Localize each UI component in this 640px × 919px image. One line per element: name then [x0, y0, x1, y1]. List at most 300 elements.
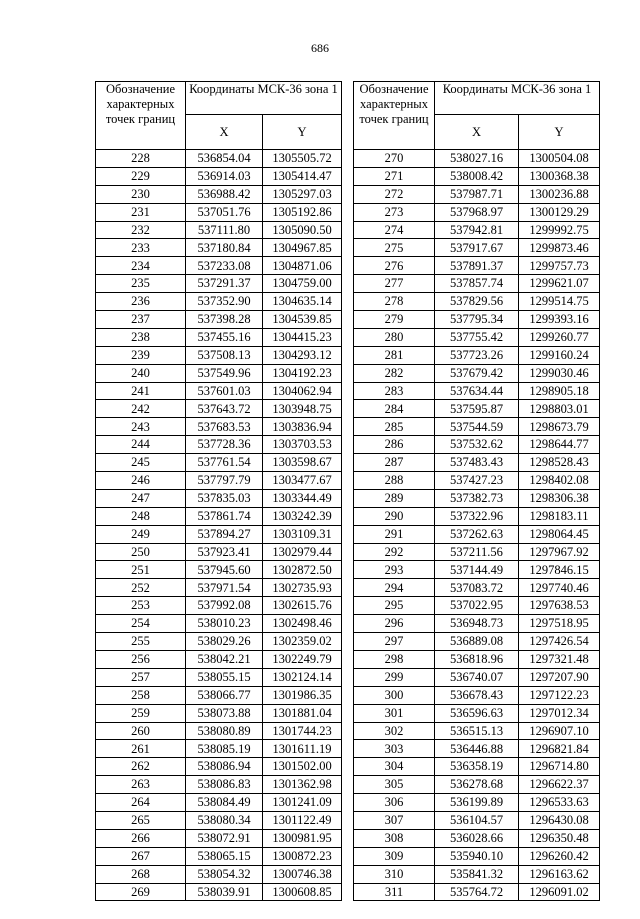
x-coordinate-cell: 537427.23	[435, 472, 519, 490]
x-coordinate-cell: 537894.27	[186, 525, 263, 543]
point-number-cell: 246	[96, 472, 186, 490]
point-number-cell: 298	[354, 650, 435, 668]
x-coordinate-cell: 537795.34	[435, 311, 519, 329]
x-coordinate-cell: 537861.74	[186, 507, 263, 525]
y-coordinate-cell: 1304062.94	[263, 382, 342, 400]
table-row	[96, 579, 342, 597]
x-coordinate-cell: 537111.80	[186, 221, 263, 239]
y-coordinate-cell: 1297846.15	[519, 561, 600, 579]
y-coordinate-cell: 1298905.18	[519, 382, 600, 400]
table-row	[354, 794, 600, 812]
x-coordinate-cell: 537262.63	[435, 525, 519, 543]
x-coordinate-cell: 537971.54	[186, 579, 263, 597]
table-row	[96, 650, 342, 668]
y-coordinate-cell: 1301122.49	[263, 811, 342, 829]
table-row	[354, 579, 600, 597]
point-number-cell: 296	[354, 615, 435, 633]
table-row	[354, 776, 600, 794]
point-number-cell: 269	[96, 883, 186, 901]
point-number-cell: 289	[354, 489, 435, 507]
x-coordinate-cell: 538055.15	[186, 668, 263, 686]
y-coordinate-cell: 1302872.50	[263, 561, 342, 579]
y-coordinate-cell: 1303242.39	[263, 507, 342, 525]
table-row	[354, 722, 600, 740]
x-coordinate-cell: 536515.13	[435, 722, 519, 740]
y-coordinate-cell: 1299160.24	[519, 346, 600, 364]
x-coordinate-cell: 537835.03	[186, 489, 263, 507]
table-row	[354, 328, 600, 346]
table-row	[96, 489, 342, 507]
y-coordinate-cell: 1302359.02	[263, 633, 342, 651]
y-coordinate-cell: 1296622.37	[519, 776, 600, 794]
point-number-cell: 288	[354, 472, 435, 490]
point-number-cell: 301	[354, 704, 435, 722]
table-row	[354, 704, 600, 722]
point-number-cell: 240	[96, 364, 186, 382]
y-coordinate-cell: 1299873.46	[519, 239, 600, 257]
x-coordinate-cell: 536948.73	[435, 615, 519, 633]
point-number-cell: 235	[96, 275, 186, 293]
table-row	[96, 257, 342, 275]
table-row	[354, 489, 600, 507]
table-row	[96, 221, 342, 239]
x-coordinate-cell: 537601.03	[186, 382, 263, 400]
table-row	[96, 418, 342, 436]
table-row	[96, 686, 342, 704]
point-number-cell: 280	[354, 328, 435, 346]
x-coordinate-cell: 537917.67	[435, 239, 519, 257]
x-coordinate-cell: 537352.90	[186, 293, 263, 311]
x-coordinate-cell: 537683.53	[186, 418, 263, 436]
point-number-cell: 232	[96, 221, 186, 239]
y-coordinate-cell: 1299992.75	[519, 221, 600, 239]
x-coordinate-cell: 538008.42	[435, 167, 519, 185]
table-row	[354, 221, 600, 239]
point-number-cell: 261	[96, 740, 186, 758]
point-number-cell: 292	[354, 543, 435, 561]
table-row	[354, 561, 600, 579]
table-row	[96, 704, 342, 722]
point-number-cell: 259	[96, 704, 186, 722]
x-coordinate-cell: 538072.91	[186, 829, 263, 847]
y-coordinate-cell: 1298306.38	[519, 489, 600, 507]
point-number-cell: 230	[96, 185, 186, 203]
table-row	[96, 525, 342, 543]
table-row	[354, 436, 600, 454]
y-coordinate-cell: 1296821.84	[519, 740, 600, 758]
point-label-header: Обозначение характерных точек границ	[96, 82, 186, 150]
x-coordinate-cell: 536446.88	[435, 740, 519, 758]
coordinates-table-right	[353, 81, 600, 901]
table-row	[96, 203, 342, 221]
table-row	[96, 364, 342, 382]
table-row	[354, 275, 600, 293]
x-coordinate-cell: 538029.26	[186, 633, 263, 651]
y-coordinate-cell: 1305192.86	[263, 203, 342, 221]
y-coordinate-cell: 1296091.02	[519, 883, 600, 901]
table-row	[354, 150, 600, 168]
table-row	[354, 650, 600, 668]
table-row	[96, 293, 342, 311]
table-row	[354, 829, 600, 847]
point-number-cell: 245	[96, 454, 186, 472]
x-coordinate-cell: 537728.36	[186, 436, 263, 454]
y-coordinate-cell: 1298064.45	[519, 525, 600, 543]
y-coordinate-cell: 1305414.47	[263, 167, 342, 185]
x-coordinate-cell: 536596.63	[435, 704, 519, 722]
point-number-cell: 304	[354, 758, 435, 776]
y-coordinate-cell: 1298402.08	[519, 472, 600, 490]
table-row	[96, 454, 342, 472]
y-coordinate-cell: 1296163.62	[519, 865, 600, 883]
point-number-cell: 249	[96, 525, 186, 543]
x-coordinate-cell: 536854.04	[186, 150, 263, 168]
y-coordinate-cell: 1297012.34	[519, 704, 600, 722]
y-coordinate-cell: 1297207.90	[519, 668, 600, 686]
y-coordinate-cell: 1297740.46	[519, 579, 600, 597]
y-coordinate-cell: 1299393.16	[519, 311, 600, 329]
x-coordinate-cell: 537051.76	[186, 203, 263, 221]
y-coordinate-cell: 1305297.03	[263, 185, 342, 203]
table-row	[354, 400, 600, 418]
y-coordinate-cell: 1300129.29	[519, 203, 600, 221]
y-coordinate-cell: 1301881.04	[263, 704, 342, 722]
x-coordinate-cell: 537595.87	[435, 400, 519, 418]
y-coordinate-cell: 1301744.23	[263, 722, 342, 740]
x-coordinate-cell: 537508.13	[186, 346, 263, 364]
y-coordinate-cell: 1298644.77	[519, 436, 600, 454]
y-coordinate-cell: 1304415.23	[263, 328, 342, 346]
table-row	[96, 758, 342, 776]
point-number-cell: 265	[96, 811, 186, 829]
y-coordinate-cell: 1303344.49	[263, 489, 342, 507]
y-coordinate-cell: 1303598.67	[263, 454, 342, 472]
point-number-cell: 266	[96, 829, 186, 847]
table-row	[354, 507, 600, 525]
point-number-cell: 277	[354, 275, 435, 293]
point-number-cell: 309	[354, 847, 435, 865]
x-coordinate-cell: 536104.57	[435, 811, 519, 829]
y-coordinate-cell: 1296430.08	[519, 811, 600, 829]
point-number-cell: 241	[96, 382, 186, 400]
x-coordinate-cell: 536199.89	[435, 794, 519, 812]
y-coordinate-cell: 1304635.14	[263, 293, 342, 311]
x-coordinate-cell: 537761.54	[186, 454, 263, 472]
y-coordinate-cell: 1297638.53	[519, 597, 600, 615]
y-coordinate-cell: 1300504.08	[519, 150, 600, 168]
table-row	[96, 740, 342, 758]
point-number-cell: 243	[96, 418, 186, 436]
x-coordinate-cell: 537923.41	[186, 543, 263, 561]
table-row	[354, 758, 600, 776]
point-number-cell: 311	[354, 883, 435, 901]
x-coordinate-cell: 538065.15	[186, 847, 263, 865]
point-number-cell: 231	[96, 203, 186, 221]
table-row	[354, 472, 600, 490]
x-coordinate-cell: 536278.68	[435, 776, 519, 794]
table-row	[96, 311, 342, 329]
y-coordinate-cell: 1302249.79	[263, 650, 342, 668]
coordinates-table-left	[95, 81, 342, 901]
x-coordinate-cell: 537233.08	[186, 257, 263, 275]
point-number-cell: 264	[96, 794, 186, 812]
x-coordinate-cell: 538080.34	[186, 811, 263, 829]
point-number-cell: 250	[96, 543, 186, 561]
y-coordinate-cell: 1299260.77	[519, 328, 600, 346]
y-coordinate-cell: 1303948.75	[263, 400, 342, 418]
point-number-cell: 282	[354, 364, 435, 382]
table-row	[354, 686, 600, 704]
y-coordinate-cell: 1297122.23	[519, 686, 600, 704]
y-coordinate-cell: 1300236.88	[519, 185, 600, 203]
x-coordinate-cell: 537643.72	[186, 400, 263, 418]
y-coordinate-cell: 1301986.35	[263, 686, 342, 704]
point-number-cell: 274	[354, 221, 435, 239]
table-row	[354, 597, 600, 615]
x-coordinate-cell: 535841.32	[435, 865, 519, 883]
point-number-cell: 307	[354, 811, 435, 829]
x-coordinate-cell: 537398.28	[186, 311, 263, 329]
y-coordinate-cell: 1296907.10	[519, 722, 600, 740]
point-number-cell: 268	[96, 865, 186, 883]
table-row	[96, 776, 342, 794]
point-number-cell: 258	[96, 686, 186, 704]
x-coordinate-cell: 537144.49	[435, 561, 519, 579]
y-coordinate-cell: 1298673.79	[519, 418, 600, 436]
x-coordinate-cell: 538080.89	[186, 722, 263, 740]
table-row	[96, 561, 342, 579]
table-row	[96, 150, 342, 168]
point-number-cell: 234	[96, 257, 186, 275]
table-row	[96, 597, 342, 615]
table-row	[96, 436, 342, 454]
point-number-cell: 248	[96, 507, 186, 525]
table-row	[96, 633, 342, 651]
y-coordinate-cell: 1299621.07	[519, 275, 600, 293]
table-row	[96, 883, 342, 901]
table-row	[96, 239, 342, 257]
y-coordinate-cell: 1304759.00	[263, 275, 342, 293]
y-coordinate-cell: 1297967.92	[519, 543, 600, 561]
y-coordinate-cell: 1296714.80	[519, 758, 600, 776]
table-row	[354, 740, 600, 758]
point-number-cell: 286	[354, 436, 435, 454]
table-row	[354, 633, 600, 651]
point-number-cell: 283	[354, 382, 435, 400]
x-coordinate-cell: 538086.94	[186, 758, 263, 776]
y-coordinate-cell: 1303836.94	[263, 418, 342, 436]
x-coordinate-cell: 537634.44	[435, 382, 519, 400]
table-row	[354, 847, 600, 865]
table-body-left	[96, 150, 342, 901]
x-coordinate-cell: 537857.74	[435, 275, 519, 293]
table-row	[354, 865, 600, 883]
y-coordinate-cell: 1302615.76	[263, 597, 342, 615]
table-row	[354, 525, 600, 543]
table-row	[96, 722, 342, 740]
point-number-cell: 244	[96, 436, 186, 454]
point-number-cell: 233	[96, 239, 186, 257]
x-coordinate-cell: 537987.71	[435, 185, 519, 203]
point-number-cell: 270	[354, 150, 435, 168]
x-coordinate-cell: 538042.21	[186, 650, 263, 668]
point-number-cell: 236	[96, 293, 186, 311]
point-number-cell: 263	[96, 776, 186, 794]
page-number: 686	[311, 41, 329, 55]
point-number-cell: 239	[96, 346, 186, 364]
coords-group-header: Координаты МСК-36 зона 1	[186, 82, 342, 115]
table-row	[354, 454, 600, 472]
x-coordinate-cell: 537322.96	[435, 507, 519, 525]
table-row	[354, 668, 600, 686]
table-row	[96, 167, 342, 185]
x-coordinate-cell: 538054.32	[186, 865, 263, 883]
y-coordinate-cell: 1300608.85	[263, 883, 342, 901]
x-coordinate-cell: 536914.03	[186, 167, 263, 185]
point-number-cell: 295	[354, 597, 435, 615]
point-number-cell: 252	[96, 579, 186, 597]
y-column-header: Y	[519, 115, 600, 150]
table-row	[354, 615, 600, 633]
x-coordinate-cell: 537679.42	[435, 364, 519, 382]
point-number-cell: 272	[354, 185, 435, 203]
x-coordinate-cell: 538085.19	[186, 740, 263, 758]
y-coordinate-cell: 1305090.50	[263, 221, 342, 239]
table-row	[354, 883, 600, 901]
x-coordinate-cell: 537891.37	[435, 257, 519, 275]
y-coordinate-cell: 1302124.14	[263, 668, 342, 686]
x-coordinate-cell: 537291.37	[186, 275, 263, 293]
point-number-cell: 262	[96, 758, 186, 776]
y-coordinate-cell: 1304539.85	[263, 311, 342, 329]
table-row	[96, 865, 342, 883]
y-coordinate-cell: 1300981.95	[263, 829, 342, 847]
table-row	[354, 293, 600, 311]
y-coordinate-cell: 1299030.46	[519, 364, 600, 382]
point-number-cell: 306	[354, 794, 435, 812]
x-coordinate-cell: 536678.43	[435, 686, 519, 704]
y-coordinate-cell: 1304192.23	[263, 364, 342, 382]
point-number-cell: 310	[354, 865, 435, 883]
point-number-cell: 308	[354, 829, 435, 847]
table-row	[96, 615, 342, 633]
table-row	[96, 829, 342, 847]
point-number-cell: 287	[354, 454, 435, 472]
point-number-cell: 290	[354, 507, 435, 525]
x-coordinate-cell: 537083.72	[435, 579, 519, 597]
y-coordinate-cell: 1300746.38	[263, 865, 342, 883]
table-row	[96, 346, 342, 364]
y-coordinate-cell: 1298183.11	[519, 507, 600, 525]
y-coordinate-cell: 1300368.38	[519, 167, 600, 185]
x-coordinate-cell: 535764.72	[435, 883, 519, 901]
y-coordinate-cell: 1301502.00	[263, 758, 342, 776]
point-number-cell: 294	[354, 579, 435, 597]
point-number-cell: 303	[354, 740, 435, 758]
point-number-cell: 273	[354, 203, 435, 221]
x-coordinate-cell: 538073.88	[186, 704, 263, 722]
x-coordinate-cell: 538010.23	[186, 615, 263, 633]
x-coordinate-cell: 537211.56	[435, 543, 519, 561]
y-coordinate-cell: 1304967.85	[263, 239, 342, 257]
point-number-cell: 291	[354, 525, 435, 543]
y-coordinate-cell: 1299757.73	[519, 257, 600, 275]
point-number-cell: 281	[354, 346, 435, 364]
x-coordinate-cell: 537755.42	[435, 328, 519, 346]
y-coordinate-cell: 1303703.53	[263, 436, 342, 454]
table-row	[354, 543, 600, 561]
y-coordinate-cell: 1298528.43	[519, 454, 600, 472]
x-coordinate-cell: 537968.97	[435, 203, 519, 221]
point-number-cell: 242	[96, 400, 186, 418]
x-coordinate-cell: 536889.08	[435, 633, 519, 651]
y-coordinate-cell: 1299514.75	[519, 293, 600, 311]
y-coordinate-cell: 1296350.48	[519, 829, 600, 847]
y-coordinate-cell: 1303477.67	[263, 472, 342, 490]
y-coordinate-cell: 1301241.09	[263, 794, 342, 812]
table-row	[96, 847, 342, 865]
x-coordinate-cell: 536740.07	[435, 668, 519, 686]
point-number-cell: 237	[96, 311, 186, 329]
table-row	[354, 203, 600, 221]
table-row	[96, 400, 342, 418]
point-number-cell: 285	[354, 418, 435, 436]
table-row	[96, 328, 342, 346]
point-number-cell: 299	[354, 668, 435, 686]
point-number-cell: 238	[96, 328, 186, 346]
y-coordinate-cell: 1297321.48	[519, 650, 600, 668]
x-coordinate-cell: 536358.19	[435, 758, 519, 776]
x-coordinate-cell: 538039.91	[186, 883, 263, 901]
y-coordinate-cell: 1302498.46	[263, 615, 342, 633]
y-coordinate-cell: 1304871.06	[263, 257, 342, 275]
x-coordinate-cell: 537723.26	[435, 346, 519, 364]
point-number-cell: 279	[354, 311, 435, 329]
point-number-cell: 297	[354, 633, 435, 651]
x-coordinate-cell: 538086.83	[186, 776, 263, 794]
table-row	[96, 275, 342, 293]
x-coordinate-cell: 538027.16	[435, 150, 519, 168]
table-row	[354, 185, 600, 203]
table-row	[354, 239, 600, 257]
table-row	[96, 472, 342, 490]
x-coordinate-cell: 537455.16	[186, 328, 263, 346]
table-row	[96, 382, 342, 400]
y-coordinate-cell: 1301611.19	[263, 740, 342, 758]
point-number-cell: 254	[96, 615, 186, 633]
point-number-cell: 228	[96, 150, 186, 168]
x-column-header: X	[186, 115, 263, 150]
x-coordinate-cell: 537022.95	[435, 597, 519, 615]
table-row	[354, 346, 600, 364]
point-number-cell: 276	[354, 257, 435, 275]
table-row	[96, 811, 342, 829]
coords-group-header: Координаты МСК-36 зона 1	[435, 82, 600, 115]
x-coordinate-cell: 537942.81	[435, 221, 519, 239]
y-coordinate-cell: 1298803.01	[519, 400, 600, 418]
point-number-cell: 247	[96, 489, 186, 507]
y-coordinate-cell: 1302735.93	[263, 579, 342, 597]
x-coordinate-cell: 537544.59	[435, 418, 519, 436]
x-coordinate-cell: 538066.77	[186, 686, 263, 704]
y-coordinate-cell: 1303109.31	[263, 525, 342, 543]
point-number-cell: 256	[96, 650, 186, 668]
y-coordinate-cell: 1296533.63	[519, 794, 600, 812]
point-number-cell: 293	[354, 561, 435, 579]
y-coordinate-cell: 1301362.98	[263, 776, 342, 794]
table-row	[354, 167, 600, 185]
x-coordinate-cell: 537945.60	[186, 561, 263, 579]
